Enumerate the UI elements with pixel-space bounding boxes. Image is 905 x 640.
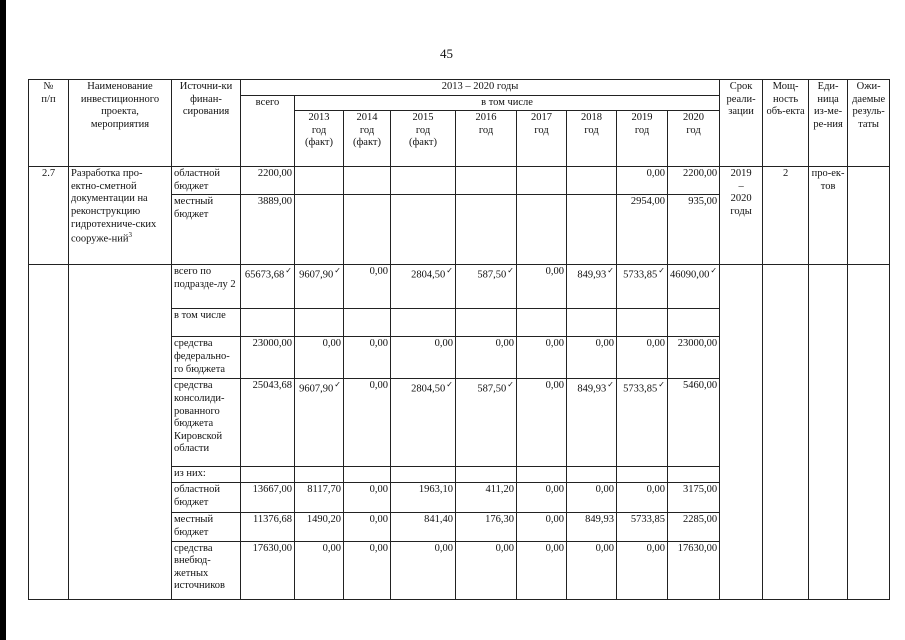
cell-2019: [617, 265, 668, 309]
cell-2014: 0,00: [344, 541, 391, 599]
cell-2020: 2285,00: [668, 513, 720, 541]
value-2015: 2804,50: [411, 383, 446, 395]
row-source: областной бюджет: [172, 483, 241, 513]
project-num: 2.7: [29, 167, 69, 265]
cell-2014: [344, 167, 391, 195]
header-source: Источни-ки финан-сирования: [172, 80, 241, 167]
cell-total: 11376,68: [241, 513, 295, 541]
header-name: Наименование инвестиционного проекта, мероприятия: [69, 80, 172, 167]
subtotal-capacity: [763, 265, 809, 599]
cell-2015: [391, 167, 456, 195]
cell-2020: 935,00: [668, 195, 720, 265]
row-source: средства консолиди-рованного бюджета Кировской области: [172, 379, 241, 467]
value-2016: 587,50: [477, 383, 507, 395]
cell-2014: [344, 467, 391, 483]
cell-total: [241, 467, 295, 483]
cell-2020: 3175,00: [668, 483, 720, 513]
project-capacity: 2: [763, 167, 809, 265]
header-year-2017: 2017 год: [517, 111, 567, 167]
cell-2016: [456, 379, 517, 467]
cell-2014: [344, 195, 391, 265]
cell-2013: 0,00: [295, 337, 344, 379]
header-year-2016: 2016 год: [456, 111, 517, 167]
check-mark-icon: ✓: [607, 266, 614, 276]
check-mark-icon: ✓: [507, 380, 514, 390]
cell-2016: 0,00: [456, 541, 517, 599]
cell-2020: [668, 309, 720, 337]
cell-2015: [391, 379, 456, 467]
cell-2017: 0,00: [517, 379, 567, 467]
cell-2015: [391, 195, 456, 265]
cell-2019: 0,00: [617, 483, 668, 513]
cell-2013: [295, 265, 344, 309]
cell-2020: 23000,00: [668, 337, 720, 379]
cell-2013: 8117,70: [295, 483, 344, 513]
check-mark-icon: ✓: [334, 266, 341, 276]
project-name-text: Разработка про-ектно-сметной документации на реконструкцию гидротехниче-ских сооруже-ний: [71, 168, 157, 245]
row-source: местный бюджет: [172, 513, 241, 541]
value-2015: 2804,50: [411, 269, 446, 281]
check-mark-icon: ✓: [334, 380, 341, 390]
cell-2016: [456, 195, 517, 265]
subtotal-results: [848, 265, 890, 599]
cell-2018: [567, 195, 617, 265]
row-source: областной бюджет: [172, 167, 241, 195]
cell-2016: 411,20: [456, 483, 517, 513]
header-row-1: [29, 80, 890, 96]
cell-2016: [456, 265, 517, 309]
cell-2014: 0,00: [344, 483, 391, 513]
header-term: Срок реали-зации: [720, 80, 763, 167]
value-2018: 849,93: [577, 269, 607, 281]
cell-2019: [617, 309, 668, 337]
cell-2018: [567, 309, 617, 337]
value-2013: 9607,90: [299, 383, 334, 395]
cell-2020: 17630,00: [668, 541, 720, 599]
project-footnote: 3: [128, 231, 133, 240]
check-mark-icon: ✓: [658, 380, 665, 390]
header-including: в том числе: [295, 95, 720, 111]
cell-2020: [668, 467, 720, 483]
cell-total: 2200,00: [241, 167, 295, 195]
cell-2013: [295, 167, 344, 195]
scan-edge-bar: [0, 0, 6, 640]
check-mark-icon: ✓: [285, 266, 292, 276]
cell-2015: [391, 467, 456, 483]
cell-2019: 0,00: [617, 337, 668, 379]
cell-2018: [567, 265, 617, 309]
header-period: 2013 – 2020 годы: [241, 80, 720, 96]
cell-2017: 0,00: [517, 483, 567, 513]
cell-2020: [668, 265, 720, 309]
cell-2016: 0,00: [456, 337, 517, 379]
investment-table: [28, 79, 890, 600]
cell-2017: 0,00: [517, 265, 567, 309]
table-row: [29, 265, 890, 309]
cell-2016: [456, 467, 517, 483]
cell-2014: 0,00: [344, 265, 391, 309]
header-num: № п/п: [29, 80, 69, 167]
check-mark-icon: ✓: [607, 380, 614, 390]
cell-2013: 1490,20: [295, 513, 344, 541]
cell-2019: 0,00: [617, 167, 668, 195]
cell-2013: [295, 379, 344, 467]
cell-2017: [517, 467, 567, 483]
cell-2018: 0,00: [567, 337, 617, 379]
cell-2015: 0,00: [391, 337, 456, 379]
project-unit: про-ек-тов: [809, 167, 848, 265]
cell-2016: [456, 309, 517, 337]
cell-2017: 0,00: [517, 513, 567, 541]
value-2016: 587,50: [477, 269, 507, 281]
cell-2018: [567, 167, 617, 195]
page-number: 45: [440, 46, 453, 61]
cell-total: [241, 265, 295, 309]
cell-total: 3889,00: [241, 195, 295, 265]
cell-2018: 849,93: [567, 513, 617, 541]
cell-2014: [344, 309, 391, 337]
cell-total: 17630,00: [241, 541, 295, 599]
header-year-2014: 2014 год (факт): [344, 111, 391, 167]
row-source: средства внебюд-жетных источников: [172, 541, 241, 599]
subtotal-term: [720, 265, 763, 599]
project-term: 2019 – 2020 годы: [720, 167, 763, 265]
cell-2013: [295, 309, 344, 337]
subtotal-num: [29, 265, 69, 599]
row-source: из них:: [172, 467, 241, 483]
cell-total: 23000,00: [241, 337, 295, 379]
check-mark-icon: ✓: [507, 266, 514, 276]
cell-2017: 0,00: [517, 541, 567, 599]
cell-2015: 1963,10: [391, 483, 456, 513]
cell-2019: 5733,85: [617, 513, 668, 541]
cell-2020: 5460,00: [668, 379, 720, 467]
header-results: Ожи-даемые резуль-таты: [848, 80, 890, 167]
cell-2013: [295, 467, 344, 483]
cell-2019: [617, 379, 668, 467]
cell-2018: [567, 467, 617, 483]
header-year-2013: 2013 год (факт): [295, 111, 344, 167]
project-results: [848, 167, 890, 265]
cell-2015: [391, 309, 456, 337]
cell-2018: [567, 379, 617, 467]
cell-2017: [517, 195, 567, 265]
cell-2014: 0,00: [344, 513, 391, 541]
cell-2015: [391, 265, 456, 309]
row-source: в том числе: [172, 309, 241, 337]
cell-total: 25043,68: [241, 379, 295, 467]
header-unit: Еди-ница из-ме-ре-ния: [809, 80, 848, 167]
subtotal-name: [69, 265, 172, 599]
check-mark-icon: ✓: [446, 266, 453, 276]
cell-2017: 0,00: [517, 337, 567, 379]
header-capacity: Мощ-ность объ-екта: [763, 80, 809, 167]
value-2019: 5733,85: [623, 269, 658, 281]
cell-2019: 2954,00: [617, 195, 668, 265]
cell-2017: [517, 167, 567, 195]
cell-2020: 2200,00: [668, 167, 720, 195]
cell-2018: 0,00: [567, 483, 617, 513]
row-source: всего по подразде-лу 2: [172, 265, 241, 309]
header-total: всего: [241, 95, 295, 167]
value-total: 65673,68: [244, 269, 285, 281]
cell-2019: [617, 467, 668, 483]
cell-2018: 0,00: [567, 541, 617, 599]
value-2019: 5733,85: [623, 383, 658, 395]
cell-2013: 0,00: [295, 541, 344, 599]
check-mark-icon: ✓: [710, 266, 718, 276]
value-2018: 849,93: [577, 383, 607, 395]
cell-2017: [517, 309, 567, 337]
check-mark-icon: ✓: [658, 266, 665, 276]
cell-2014: 0,00: [344, 379, 391, 467]
cell-2016: 176,30: [456, 513, 517, 541]
cell-total: 13667,00: [241, 483, 295, 513]
header-year-2020: 2020 год: [668, 111, 720, 167]
header-year-2018: 2018 год: [567, 111, 617, 167]
row-source: местный бюджет: [172, 195, 241, 265]
project-name: [69, 167, 172, 265]
cell-2016: [456, 167, 517, 195]
cell-2015: 841,40: [391, 513, 456, 541]
value-2013: 9607,90: [299, 269, 334, 281]
cell-2013: [295, 195, 344, 265]
header-year-2015: 2015 год (факт): [391, 111, 456, 167]
table-row: [29, 167, 890, 195]
header-year-2019: 2019 год: [617, 111, 668, 167]
value-2020: 46090,00: [670, 269, 710, 281]
check-mark-icon: ✓: [446, 380, 453, 390]
cell-2015: 0,00: [391, 541, 456, 599]
cell-total: [241, 309, 295, 337]
cell-2019: 0,00: [617, 541, 668, 599]
row-source: средства федерально-го бюджета: [172, 337, 241, 379]
subtotal-unit: [809, 265, 848, 599]
cell-2014: 0,00: [344, 337, 391, 379]
